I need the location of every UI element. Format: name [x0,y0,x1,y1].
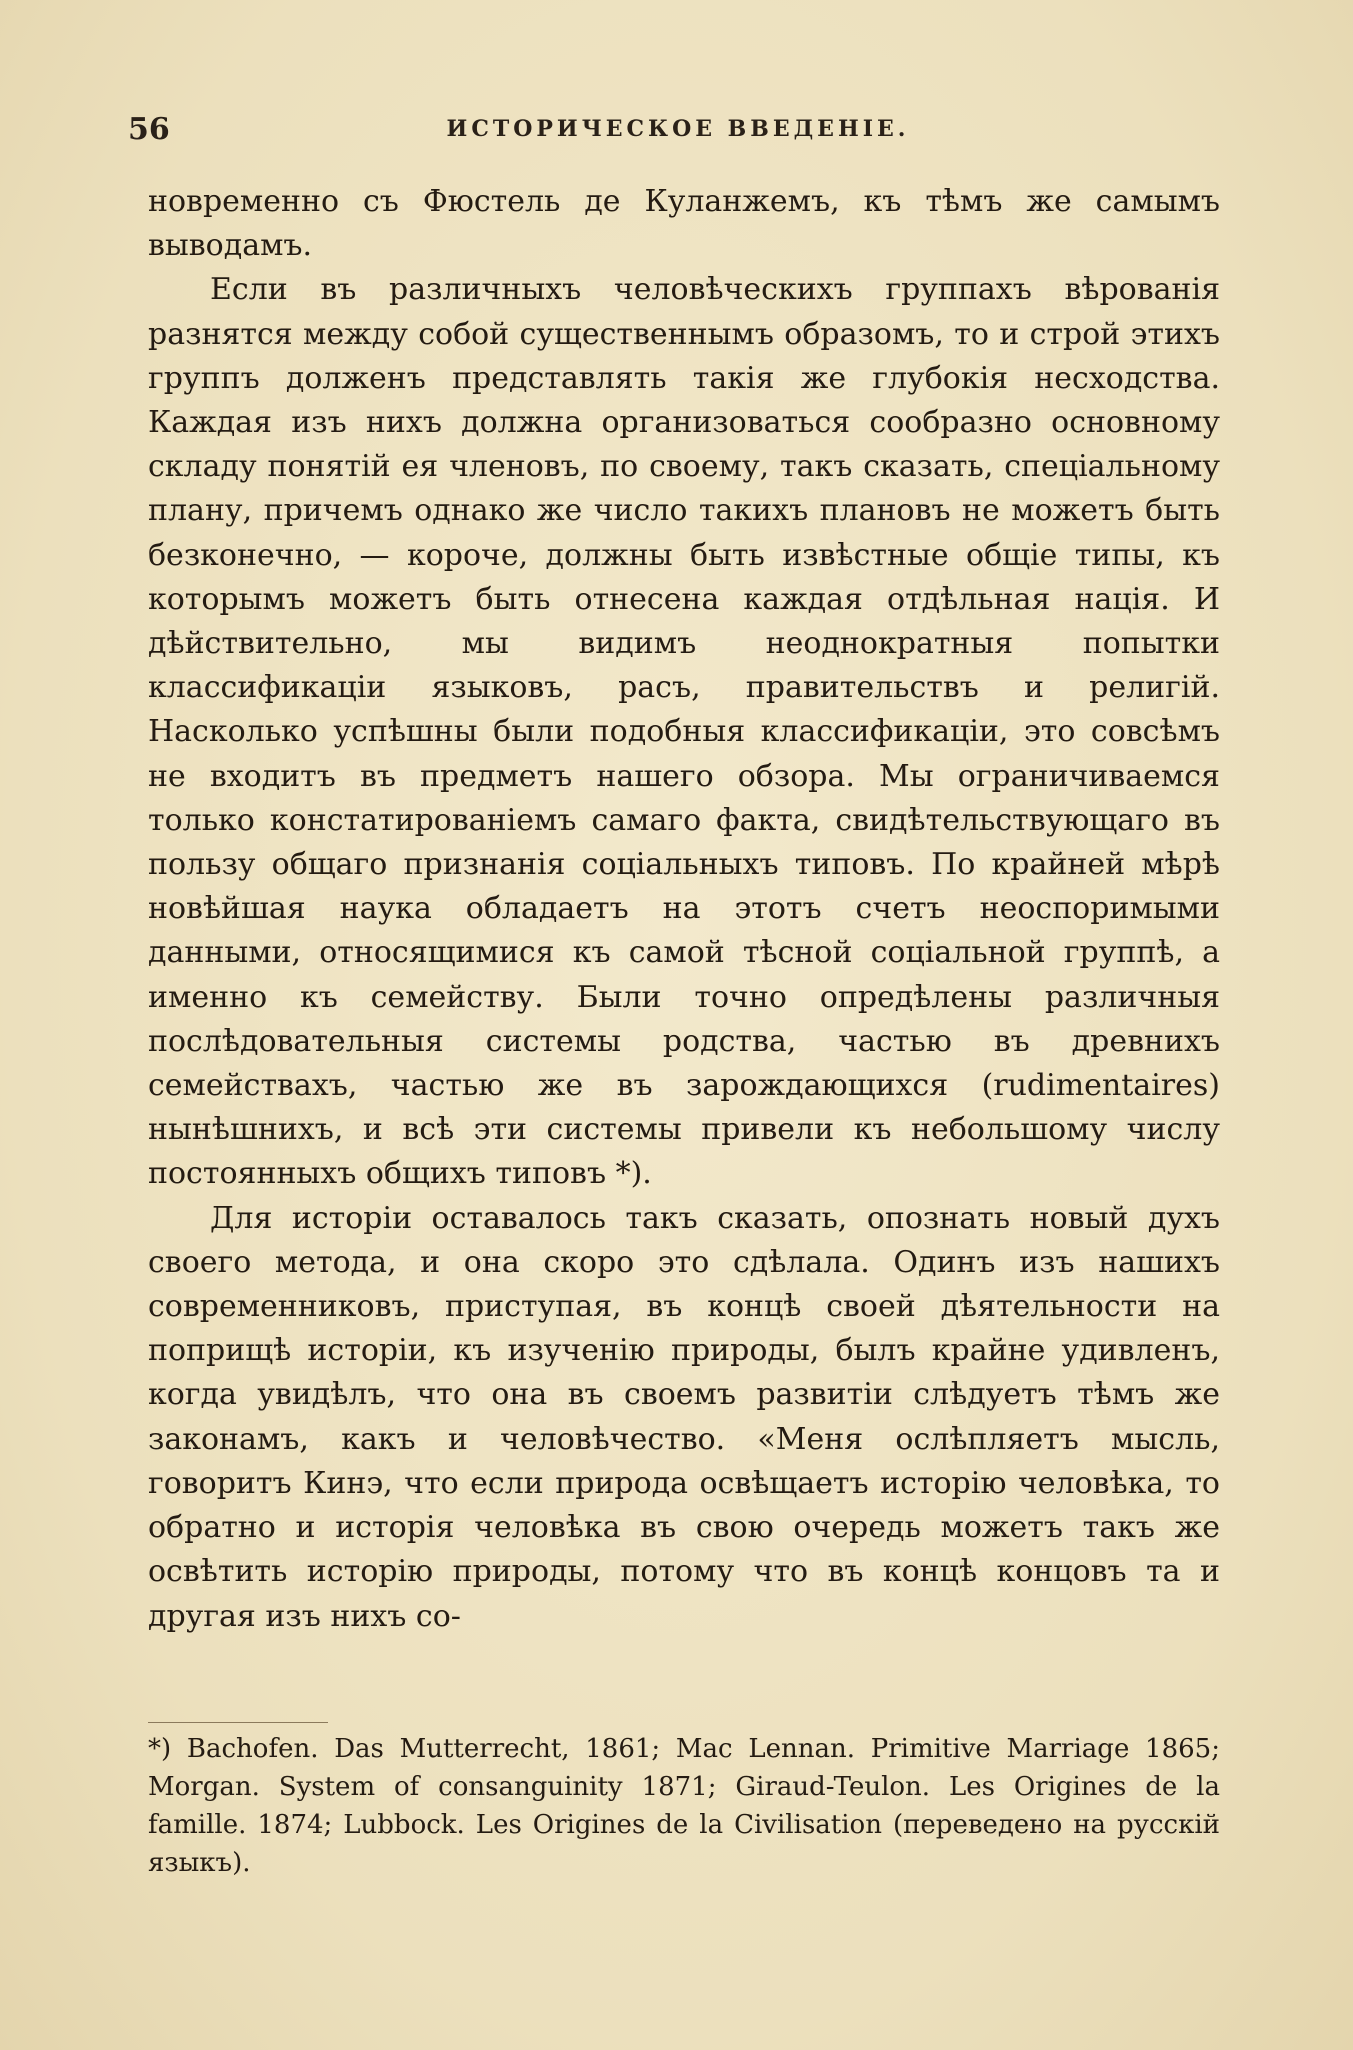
main-text [148,180,1220,1639]
footnote-rule [148,1722,328,1723]
page-header [128,112,1228,152]
page-number: 56 [128,112,170,147]
paragraph-history-method: Для исторіи оставалось такъ сказать, опознать новый духъ своего метода, и она скоро это сдѣлала. Одинъ изъ нашихъ современниковъ, приступая, въ концѣ своей дѣятельности на поприщѣ исторіи, къ изученію природы, былъ крайне удивленъ, когда увидѣлъ, что она въ своемъ развитіи слѣдуетъ тѣмъ же законамъ, какъ и человѣчество. «Меня ослѣпляетъ мысль, говоритъ Кинэ, что если природа освѣщаетъ исторію человѣка, то обратно и исторія человѣка въ свою очередь можетъ такъ же освѣтить исторію природы, потому что въ концѣ концовъ та и другая изъ нихъ со- [148,1200,1220,1634]
paragraph-continuation: новременно съ Фюстель де Куланжемъ, къ тѣмъ же самымъ выводамъ. [148,184,1220,264]
footnote-text: *) Bachofen. Das Mutterrecht, 1861; Mac Lennan. Primitive Marriage 1865; Morgan. System of consanguinity 1871; Giraud-Teulon. Les Origines de la famille. 1874; Lubbock. Les Origines de la Civilisation (переведено на русскій языкъ). [148,1734,1220,1878]
paragraph-social-types: Если въ различныхъ человѣческихъ группахъ вѣрованія разнятся между собой существеннымъ образомъ, то и строй этихъ группъ долженъ представлять такія же глубокія несходства. Каждая изъ нихъ должна организоваться сообразно основному складу понятій ея членовъ, по своему, такъ сказать, спеціальному плану, причемъ однако же число такихъ плановъ не можетъ быть безконечно, — короче, должны быть извѣстные общіе типы, къ которымъ можетъ быть отнесена каждая отдѣльная нація. И дѣйствительно, мы видимъ неоднократныя попытки классификаціи языковъ, расъ, правительствъ и религій. Насколько успѣшны были подобныя классификаціи, это совсѣмъ не входитъ въ предметъ нашего обзора. Мы ограничиваемся только констатированіемъ самаго факта, свидѣтельствующаго въ пользу общаго признанія соціальныхъ типовъ. По крайней мѣрѣ новѣйшая наука обладаетъ на этотъ счетъ неоспоримыми данными, относящимися къ самой тѣсной соціальной группѣ, а именно къ семейству. Были точно опредѣлены различныя послѣдовательныя системы родства, частью въ древнихъ семействахъ, частью же въ зарождающихся (rudimentaires) нынѣшнихъ, и всѣ эти системы привели къ небольшому числу постоянныхъ общихъ типовъ *). [148,272,1220,1192]
footnotes [148,1730,1220,1882]
running-title: ИСТОРИЧЕСКОЕ ВВЕДЕНІЕ. [446,116,910,142]
